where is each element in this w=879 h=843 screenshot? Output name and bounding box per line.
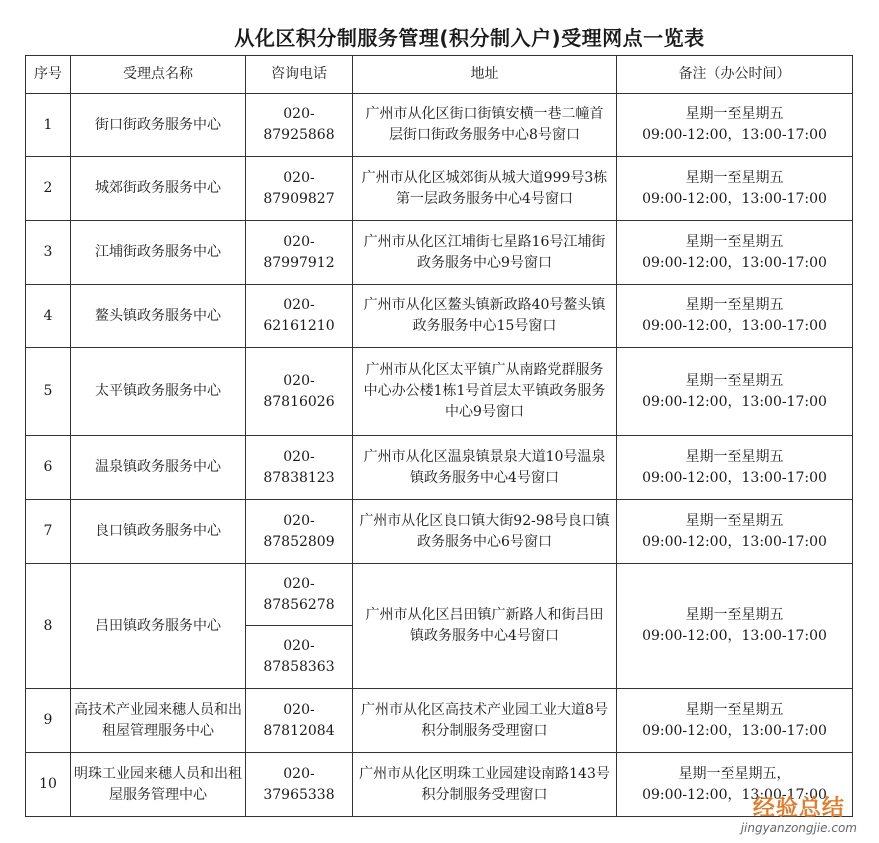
cell-phone: 020-87812084 <box>246 689 353 753</box>
cell-address: 广州市从化区高技术产业园工业大道8号积分制服务受理窗口 <box>353 689 617 753</box>
cell-no: 2 <box>26 157 71 221</box>
remark-days: 星期一至星期五， <box>678 765 791 782</box>
header-phone: 咨询电话 <box>246 56 353 94</box>
remark-days: 星期一至星期五 <box>685 607 784 623</box>
remark-hours: 09:00-12:00，13:00-17:00 <box>642 722 827 739</box>
cell-name: 江埔街政务服务中心 <box>71 221 246 285</box>
watermark <box>741 797 857 835</box>
cell-phone: 020-87838123 <box>246 436 353 500</box>
cell-address: 广州市从化区街口街镇安横一巷二幢首层街口街政务服务中心8号窗口 <box>353 94 617 157</box>
watermark-url: jingyanzongjie.com <box>740 821 857 835</box>
cell-remark <box>617 500 853 564</box>
cell-remark <box>617 436 853 500</box>
cell-address: 广州市从化区鳌头镇新政路40号鳌头镇政务服务中心15号窗口 <box>353 285 617 348</box>
cell-remark <box>617 285 853 348</box>
remark-hours: 09:00-12:00，13:00-17:00 <box>642 127 827 143</box>
cell-name: 太平镇政务服务中心 <box>71 348 246 436</box>
remark-days: 星期一至星期五 <box>685 233 784 250</box>
cell-name: 街口街政务服务中心 <box>71 94 246 157</box>
cell-phone: 020-87852809 <box>246 500 353 564</box>
cell-no: 8 <box>26 564 71 689</box>
cell-no: 4 <box>26 285 71 348</box>
cell-phone: 020-87909827 <box>246 157 353 221</box>
cell-address: 广州市从化区太平镇广从南路党群服务中心办公楼1栋1号首层太平镇政务服务中心9号窗口 <box>353 348 617 436</box>
remark-days: 星期一至星期五 <box>685 372 784 389</box>
cell-no: 1 <box>26 94 71 157</box>
remark-days: 星期一至星期五 <box>685 701 784 718</box>
table-row <box>26 500 853 564</box>
remark-days: 星期一至星期五 <box>685 448 784 465</box>
table-header-row <box>26 56 853 94</box>
cell-phone: 020-87816026 <box>246 348 353 436</box>
cell-no: 5 <box>26 348 71 436</box>
remark-hours: 09:00-12:00，13:00-17:00 <box>642 393 827 410</box>
cell-phone: 020-87858363 <box>246 626 353 689</box>
cell-address: 广州市从化区城郊街从城大道999号3栋第一层政务服务中心4号窗口 <box>353 157 617 221</box>
cell-phone: 020-87997912 <box>246 221 353 285</box>
table-row <box>26 564 853 626</box>
table-row <box>26 753 853 817</box>
header-remark: 备注（办公时间） <box>617 56 853 94</box>
header-address: 地址 <box>353 56 617 94</box>
remark-hours: 09:00-12:00，13:00-17:00 <box>642 628 827 644</box>
service-points-table <box>25 55 853 817</box>
table-row <box>26 221 853 285</box>
watermark-title: 经验总结 <box>752 796 845 821</box>
remark-hours: 09:00-12:00，13:00-17:00 <box>642 786 827 803</box>
remark-hours: 09:00-12:00，13:00-17:00 <box>642 254 827 271</box>
cell-phone: 020-87925868 <box>246 94 353 157</box>
cell-name: 高技术产业园来穗人员和出租屋管理服务中心 <box>71 689 246 753</box>
cell-remark <box>617 689 853 753</box>
table-row <box>26 689 853 753</box>
cell-name: 明珠工业园来穗人员和出租屋服务管理中心 <box>71 753 246 817</box>
remark-days: 星期一至星期五 <box>685 106 784 122</box>
header-name: 受理点名称 <box>71 56 246 94</box>
cell-remark <box>617 94 853 157</box>
page-title: 从化区积分制服务管理(积分制入户)受理网点一览表 <box>234 26 705 50</box>
cell-no: 6 <box>26 436 71 500</box>
cell-remark <box>617 221 853 285</box>
cell-address: 广州市从化区良口镇大街92-98号良口镇政务服务中心6号窗口 <box>353 500 617 564</box>
table-row <box>26 348 853 436</box>
remark-hours: 09:00-12:00，13:00-17:00 <box>642 318 827 334</box>
cell-no: 9 <box>26 689 71 753</box>
cell-no: 10 <box>26 753 71 817</box>
remark-days: 星期一至星期五 <box>685 297 784 313</box>
cell-address: 广州市从化区明珠工业园建设南路143号积分制服务受理窗口 <box>353 753 617 817</box>
remark-hours: 09:00-12:00，13:00-17:00 <box>642 469 827 486</box>
cell-name: 良口镇政务服务中心 <box>71 500 246 564</box>
cell-address: 广州市从化区江埔街七星路16号江埔街政务服务中心9号窗口 <box>353 221 617 285</box>
cell-remark <box>617 348 853 436</box>
cell-name: 城郊街政务服务中心 <box>71 157 246 221</box>
remark-days: 星期一至星期五 <box>685 512 784 529</box>
table-row <box>26 157 853 221</box>
table-row <box>26 94 853 157</box>
cell-no: 3 <box>26 221 71 285</box>
cell-address: 广州市从化区吕田镇广新路人和街吕田镇政务服务中心4号窗口 <box>353 564 617 689</box>
cell-no: 7 <box>26 500 71 564</box>
table-row <box>26 285 853 348</box>
cell-name: 吕田镇政务服务中心 <box>71 564 246 689</box>
header-no: 序号 <box>26 56 71 94</box>
table-row <box>26 436 853 500</box>
cell-remark <box>617 157 853 221</box>
cell-address: 广州市从化区温泉镇景泉大道10号温泉镇政务服务中心4号窗口 <box>353 436 617 500</box>
cell-phone: 020-62161210 <box>246 285 353 348</box>
remark-hours: 09:00-12:00，13:00-17:00 <box>642 190 827 207</box>
cell-remark <box>617 564 853 689</box>
cell-phone: 020-37965338 <box>246 753 353 817</box>
cell-name: 温泉镇政务服务中心 <box>71 436 246 500</box>
remark-days: 星期一至星期五 <box>685 169 784 186</box>
cell-name: 鳌头镇政务服务中心 <box>71 285 246 348</box>
cell-phone: 020-87856278 <box>246 564 353 626</box>
remark-hours: 09:00-12:00，13:00-17:00 <box>642 533 827 550</box>
